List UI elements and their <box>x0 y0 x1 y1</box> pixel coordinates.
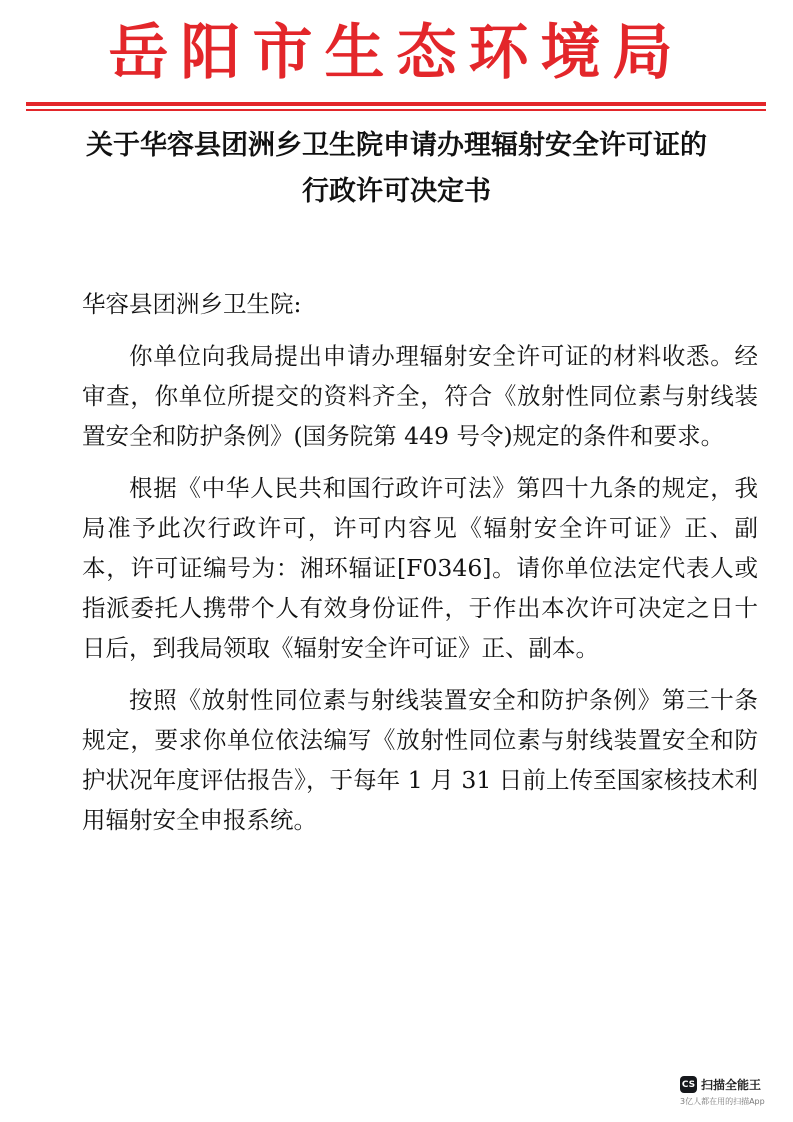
camscanner-logo-icon: CS <box>680 1076 697 1093</box>
watermark-tagline: 3亿人都在用的扫描App <box>680 1097 765 1106</box>
greeting: 华容县团洲乡卫生院: <box>82 290 302 318</box>
paragraph-application-review: 你单位向我局提出申请办理辐射安全许可证的材料收悉。经审查，你单位所提交的资料齐全，符合《放射性同位素与射线装置安全和防护条例》(国务院第 449 号令)规定的条件和要求。 <box>82 342 758 450</box>
letterhead-rule-thick <box>26 102 766 106</box>
scanner-watermark <box>680 1076 784 1107</box>
paragraph-annual-report: 按照《放射性同位素与射线装置安全和防护条例》第三十条规定，要求你单位依法编写《放射性同位素与射线装置安全和防护状况年度评估报告》，于每年 1 月 31 日前上传至国家核技术利用辐射安全申报系统。 <box>82 686 758 834</box>
paragraph-license-grant: 根据《中华人民共和国行政许可法》第四十九条的规定，我局准予此次行政许可，许可内容见《辐射安全许可证》正、副本，许可证编号为：湘环辐证[F0346]。请你单位法定代表人或指派委托人携带个人有效身份证件，于作出本次许可决定之日十日后，到我局领取《辐射安全许可证》正、副本。 <box>82 474 758 662</box>
watermark-app-name: 扫描全能王 <box>701 1078 762 1092</box>
document-title-line-1: 关于华容县团洲乡卫生院申请办理辐射安全许可证的 <box>86 130 707 161</box>
document-body <box>82 284 758 852</box>
letterhead-rule-thin <box>26 109 766 111</box>
document-title-line-2: 行政许可决定书 <box>302 176 491 207</box>
letterhead <box>0 18 793 88</box>
org-name: 岳阳市生态环境局 <box>108 18 685 88</box>
